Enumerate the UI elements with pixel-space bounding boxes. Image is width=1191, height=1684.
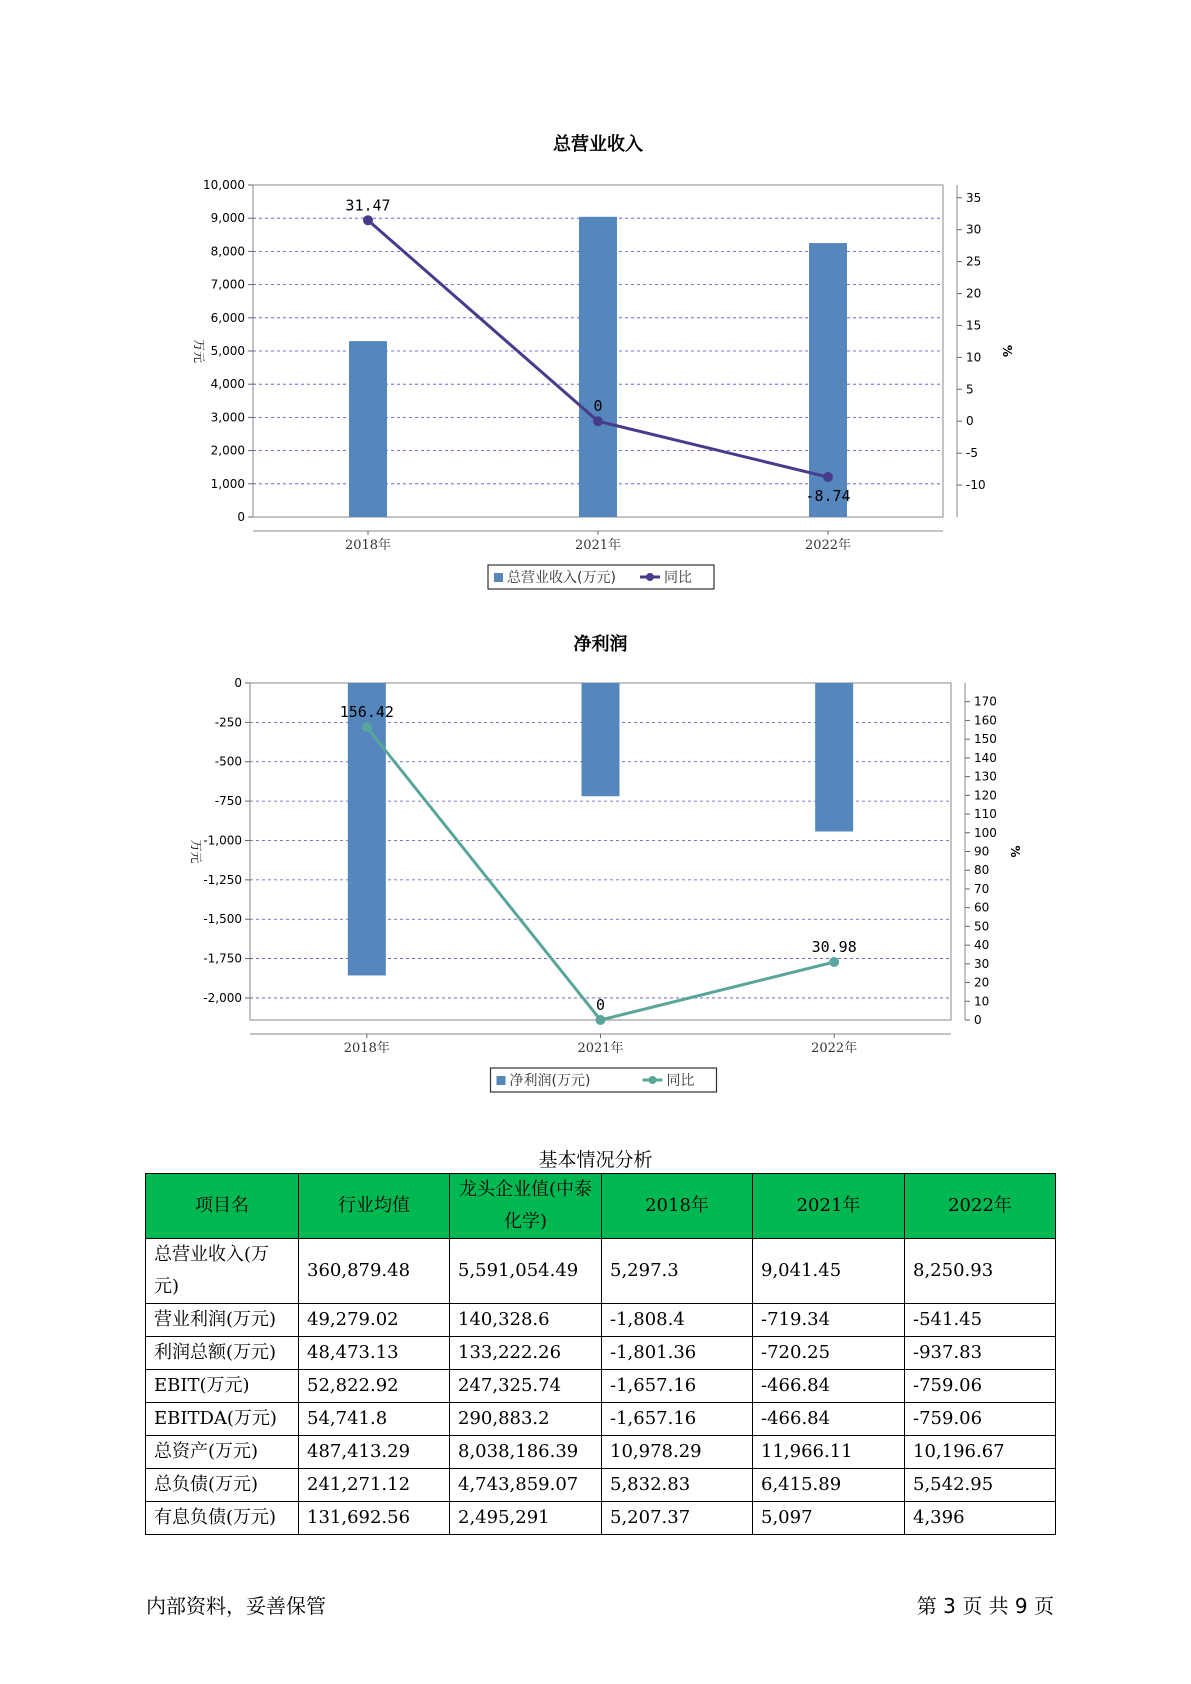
table-cell: 140,328.6 [450,1304,602,1337]
table-cell: 133,222.26 [450,1337,602,1370]
line-point [823,472,833,482]
table-row [146,1469,1056,1502]
legend-bar-label: 总营业收入(万元) [507,570,616,586]
y2-tick-label: 100 [974,825,997,840]
y2-tick-label: 170 [974,694,997,709]
table-cell: 49,279.02 [299,1304,450,1337]
legend-bar-label: 净利润(万元) [509,1073,591,1089]
legend-line-marker [649,1076,657,1084]
footer-confidential-note: 内部资料，妥善保管 [146,1594,326,1618]
y-tick-label: -1,250 [203,872,242,887]
table-row [146,1370,1056,1403]
table-cell: -759.06 [905,1370,1056,1403]
y2-axis-label: % [1000,344,1014,358]
y2-tick-label: 150 [974,732,997,747]
table-cell: 247,325.74 [450,1370,602,1403]
y2-tick-label: -10 [966,478,986,493]
table-cell: -466.84 [753,1403,905,1436]
y2-tick-label: 5 [966,382,974,397]
y2-tick-label: 30 [974,956,990,971]
table-cell: 54,741.8 [299,1403,450,1436]
revenue-chart [0,130,1191,600]
header-2021: 2021年 [753,1174,905,1239]
y2-tick-label: 160 [974,713,997,728]
y-tick-label: 0 [234,676,242,690]
table-cell: -1,657.16 [602,1403,753,1436]
table-cell: 5,591,054.49 [450,1239,602,1304]
table-row [146,1239,1056,1304]
y2-tick-label: 110 [974,807,997,822]
y-tick-label: 7,000 [210,277,245,292]
y2-tick-label: -5 [966,446,978,461]
row-label: EBITDA(万元) [146,1403,299,1436]
table-cell: 241,271.12 [299,1469,450,1502]
table-cell: 131,692.56 [299,1502,450,1535]
line-point [596,1015,606,1025]
table-row [146,1502,1056,1535]
table-header-row [146,1174,1056,1239]
table-cell: 4,743,859.07 [450,1469,602,1502]
table-cell: -1,657.16 [602,1370,753,1403]
y2-tick-label: 35 [966,190,982,205]
x-tick-label: 2022年 [811,1041,858,1056]
table-cell: 8,250.93 [905,1239,1056,1304]
table-cell: 10,978.29 [602,1436,753,1469]
bar [582,683,620,796]
row-label: 利润总额(万元) [146,1337,299,1370]
table-cell: 5,207.37 [602,1502,753,1535]
table-cell: 290,883.2 [450,1403,602,1436]
y2-tick-label: 0 [974,1013,982,1027]
table-cell: 52,822.92 [299,1370,450,1403]
y-tick-label: 10,000 [203,178,245,192]
y2-tick-label: 120 [974,788,997,803]
y2-tick-label: 90 [974,844,990,859]
bar [349,341,387,517]
revenue-chart-svg [0,130,1191,600]
data-label: 0 [595,996,606,1014]
table-caption: 基本情况分析 [538,1149,653,1171]
data-label: 30.98 [811,937,857,956]
x-tick-label: 2021年 [574,538,622,553]
table-cell: -1,801.36 [602,1337,753,1370]
y-tick-label: 6,000 [210,310,245,325]
table-cell: 48,473.13 [299,1337,450,1370]
y2-tick-label: 10 [966,350,982,365]
y2-tick-label: 60 [974,900,990,915]
legend-line-marker [646,573,654,581]
legend-line-label: 同比 [664,570,692,586]
row-label: 总资产(万元) [146,1436,299,1469]
table-cell: 360,879.48 [299,1239,450,1304]
basic-analysis-table [145,1173,1056,1535]
legend-bar-swatch [494,573,503,582]
y-tick-label: 1,000 [210,476,245,491]
row-label: EBIT(万元) [146,1370,299,1403]
line-point [363,215,373,225]
y2-tick-label: 70 [974,881,990,896]
table-cell: 5,297.3 [602,1239,753,1304]
data-label: 156.42 [339,703,394,722]
header-item-name: 项目名 [146,1174,299,1239]
y-tick-label: 5,000 [210,344,245,358]
table-cell: 5,097 [753,1502,905,1535]
y-axis-label: 万元 [192,338,206,364]
y2-tick-label: 30 [966,222,982,237]
line-point [362,722,372,732]
y-tick-label: -1,750 [203,951,242,966]
y-tick-label: -1,000 [203,833,242,848]
table-cell: -759.06 [905,1403,1056,1436]
table-cell: 10,196.67 [905,1436,1056,1469]
header-2018: 2018年 [602,1174,753,1239]
data-label: 31.47 [345,196,391,215]
y2-tick-label: 50 [974,919,990,934]
data-label: 0 [593,397,603,416]
chart-title: 总营业收入 [553,134,643,155]
y2-tick-label: 10 [974,994,990,1009]
x-tick-label: 2018年 [343,1041,390,1056]
y2-tick-label: 140 [974,750,997,765]
line-point [593,416,603,426]
y-tick-label: -2,000 [203,990,242,1005]
table-cell: 487,413.29 [299,1436,450,1469]
table-cell: 5,832.83 [602,1469,753,1502]
row-label: 有息负债(万元) [146,1502,299,1535]
y2-tick-label: 15 [966,318,982,333]
table-cell: -937.83 [905,1337,1056,1370]
table-row [146,1403,1056,1436]
table-cell: 8,038,186.39 [450,1436,602,1469]
legend-line-label: 同比 [666,1073,695,1089]
x-tick-label: 2021年 [577,1041,624,1056]
y-tick-label: -750 [214,794,242,809]
table-cell: -541.45 [905,1304,1056,1337]
table-cell: 4,396 [905,1502,1056,1535]
y2-tick-label: 0 [966,414,974,429]
net-profit-chart [0,630,1191,1100]
table-cell: 9,041.45 [753,1239,905,1304]
y2-tick-label: 25 [966,254,982,269]
table-row [146,1337,1056,1370]
x-tick-label: 2018年 [344,538,392,553]
legend-bar-swatch [497,1076,506,1085]
table-cell: 5,542.95 [905,1469,1056,1502]
y-axis-label: 万元 [189,839,203,864]
table-cell: -719.34 [753,1304,905,1337]
net-profit-chart-svg [0,630,1191,1100]
y-tick-label: 4,000 [210,377,245,392]
table-cell: -720.25 [753,1337,905,1370]
y2-tick-label: 20 [966,286,982,301]
y-tick-label: 3,000 [210,410,245,425]
table-cell: 11,966.11 [753,1436,905,1469]
bar [815,683,853,832]
header-2022: 2022年 [905,1174,1056,1239]
y-tick-label: -250 [214,715,242,730]
footer-page-number: 第 3 页 共 9 页 [916,1594,1054,1618]
y-tick-label: -1,500 [203,912,242,927]
header-industry-avg: 行业均值 [299,1174,450,1239]
bar [579,217,617,517]
y-tick-label: 8,000 [210,244,245,259]
y-tick-label: 9,000 [210,211,245,226]
row-label: 总负债(万元) [146,1469,299,1502]
row-label: 总营业收入(万元) [146,1239,299,1304]
table-cell: 6,415.89 [753,1469,905,1502]
y-tick-label: -500 [214,754,242,769]
y2-tick-label: 20 [974,975,990,990]
table-cell: 2,495,291 [450,1502,602,1535]
table-cell: -1,808.4 [602,1304,753,1337]
y2-axis-label: % [1008,845,1022,858]
y-tick-label: 0 [237,510,245,524]
y-tick-label: 2,000 [210,443,245,458]
table-row [146,1304,1056,1337]
y2-tick-label: 80 [974,863,990,878]
line-point [829,957,839,967]
data-label: -8.74 [805,487,851,506]
table-row [146,1436,1056,1469]
y2-tick-label: 40 [974,938,990,953]
x-tick-label: 2022年 [804,538,852,553]
y2-tick-label: 130 [974,769,997,784]
table-cell: -466.84 [753,1370,905,1403]
chart-title: 净利润 [573,634,628,655]
row-label: 营业利润(万元) [146,1304,299,1337]
header-leader-value: 龙头企业值(中泰化学) [450,1174,602,1239]
